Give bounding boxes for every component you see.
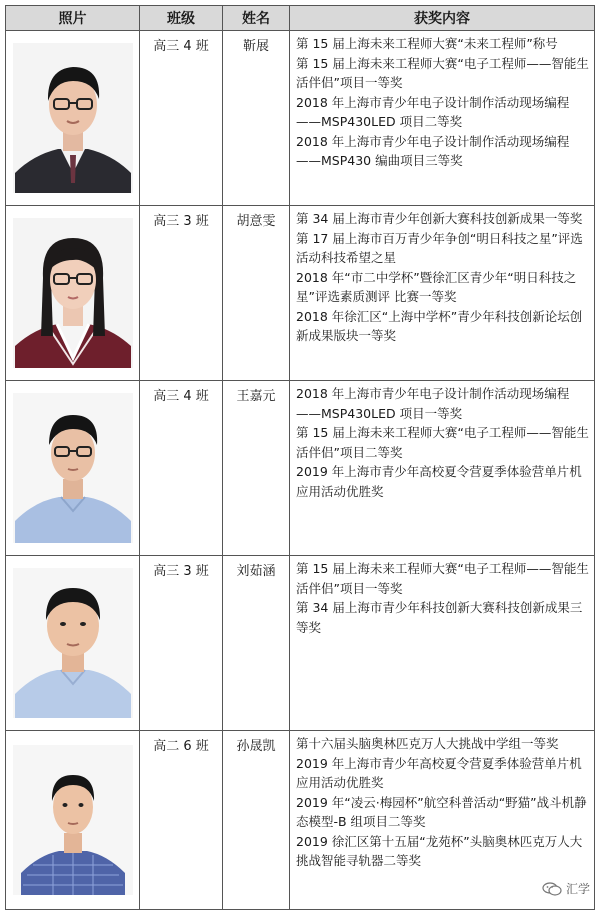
name-cell: 靳展 xyxy=(223,31,290,206)
student-portrait-photo xyxy=(13,393,133,543)
watermark xyxy=(542,880,590,897)
table-row xyxy=(6,556,595,731)
photo-cell xyxy=(6,556,140,731)
award-item: 2019 徐汇区第十五届“龙苑杯”头脑奥林匹克万人大挑战智能寻轨器二等奖 xyxy=(296,833,583,868)
name-cell: 孙晟凯 xyxy=(223,731,290,910)
name-cell: 刘茹涵 xyxy=(223,556,290,731)
header-awards: 获奖内容 xyxy=(290,6,595,31)
class-cell: 高三 4 班 xyxy=(140,31,223,206)
name-cell: 王嘉元 xyxy=(223,381,290,556)
class-cell: 高三 4 班 xyxy=(140,381,223,556)
award-item: 第 15 届上海未来工程师大赛“电子工程师——智能生活伴侣”项目二等奖 xyxy=(296,425,589,460)
award-item: 2019 年上海市青少年高校夏令营夏季体验营单片机应用活动优胜奖 xyxy=(296,755,582,790)
award-item: 2018 年上海市青少年电子设计制作活动现场编程——MSP430 编曲项目三等奖 xyxy=(296,133,570,168)
award-item: 2018 年上海市青少年电子设计制作活动现场编程——MSP430LED 项目二等奖 xyxy=(296,94,570,129)
table-row xyxy=(6,381,595,556)
award-item: 2018 年上海市青少年电子设计制作活动现场编程——MSP430LED 项目一等奖 xyxy=(296,386,570,421)
award-item: 2019 年“凌云·梅园杯”航空科普活动“野猫”战斗机静态模型-B 组项目二等奖 xyxy=(296,794,587,829)
awards-cell xyxy=(290,381,595,556)
student-portrait-photo xyxy=(13,43,133,193)
header-class: 班级 xyxy=(140,6,223,31)
photo-cell xyxy=(6,206,140,381)
award-item: 第 15 届上海未来工程师大赛“电子工程师——智能生活伴侣”项目一等奖 xyxy=(296,55,589,90)
photo-cell xyxy=(6,381,140,556)
student-portrait-photo xyxy=(13,218,133,368)
table-row xyxy=(6,731,595,910)
award-item: 第 15 届上海未来工程师大赛“未来工程师”称号 xyxy=(296,36,558,51)
table-row xyxy=(6,31,595,206)
wechat-logo-icon xyxy=(542,882,562,896)
award-item: 第十六届头脑奥林匹克万人大挑战中学组一等奖 xyxy=(296,736,559,751)
class-cell: 高三 3 班 xyxy=(140,206,223,381)
awards-table xyxy=(5,5,595,910)
photo-cell xyxy=(6,31,140,206)
name-cell: 胡意雯 xyxy=(223,206,290,381)
award-item: 第 34 届上海市青少年科技创新大赛科技创新成果三等奖 xyxy=(296,600,583,635)
award-item: 2018 年徐汇区“上海中学杯”青少年科技创新论坛创新成果版块一等奖 xyxy=(296,308,583,343)
table-header-row xyxy=(6,6,595,31)
student-portrait-photo xyxy=(13,568,133,718)
photo-cell xyxy=(6,731,140,910)
class-cell: 高三 3 班 xyxy=(140,556,223,731)
class-cell: 高二 6 班 xyxy=(140,731,223,910)
table-row xyxy=(6,206,595,381)
award-item: 第 15 届上海未来工程师大赛“电子工程师——智能生活伴侣”项目一等奖 xyxy=(296,561,589,596)
award-item: 第 34 届上海市青少年创新大赛科技创新成果一等奖 xyxy=(296,211,583,226)
student-portrait-photo xyxy=(13,745,133,895)
awards-cell xyxy=(290,206,595,381)
award-item: 2019 年上海市青少年高校夏令营夏季体验营单片机应用活动优胜奖 xyxy=(296,464,582,499)
awards-cell xyxy=(290,31,595,206)
awards-cell xyxy=(290,556,595,731)
header-photo: 照片 xyxy=(6,6,140,31)
watermark-text: 汇学 xyxy=(565,882,590,896)
award-item: 第 17 届上海市百万青少年争创“明日科技之星”评选活动科技希望之星 xyxy=(296,230,583,265)
award-item: 2018 年“市二中学杯”暨徐汇区青少年“明日科技之星”评选素质测评 比赛一等奖 xyxy=(296,269,577,304)
header-name: 姓名 xyxy=(223,6,290,31)
